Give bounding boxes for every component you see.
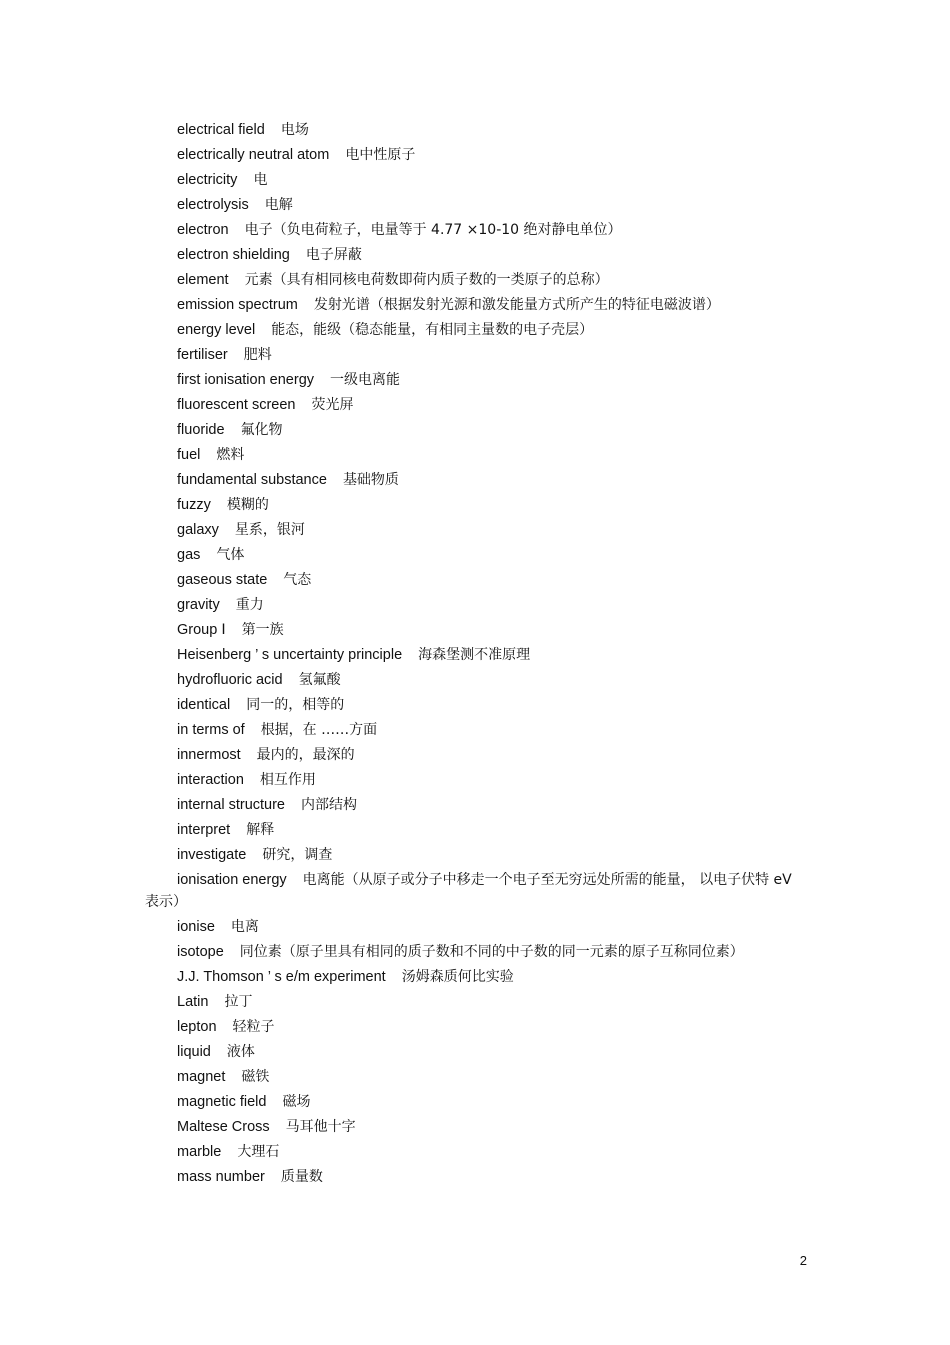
entry-definition: 最内的，最深的 (256, 747, 355, 763)
entry-term: gaseous state (177, 572, 268, 588)
glossary-entry (145, 569, 810, 591)
entry-term: investigate (177, 847, 247, 863)
glossary-entry (145, 916, 810, 938)
entry-definition: 海森堡测不准原理 (418, 647, 531, 663)
glossary-list (145, 119, 810, 1191)
entry-definition: 同位素（原子里具有相同的质子数和不同的中子数的同一元素的原子互称同位素） (239, 944, 744, 960)
entry-definition: 解释 (246, 822, 275, 838)
entry-definition: 元素（具有相同核电荷数即荷内质子数的一类原子的总称） (244, 272, 609, 288)
glossary-entry (145, 319, 810, 341)
glossary-entry (145, 719, 810, 741)
glossary-entry (145, 669, 810, 691)
entry-term: fuel (177, 447, 201, 463)
entry-definition: 电 (253, 172, 268, 188)
entry-term: interaction (177, 772, 244, 788)
glossary-entry (145, 294, 810, 316)
entry-term: galaxy (177, 522, 219, 538)
entry-definition: 氟化物 (240, 422, 283, 438)
glossary-entry (145, 194, 810, 216)
entry-definition: 氢氟酸 (298, 672, 341, 688)
entry-term: fundamental substance (177, 472, 327, 488)
glossary-entry (145, 694, 810, 716)
entry-definition: 基础物质 (342, 472, 399, 488)
entry-term: ionisation energy (177, 872, 287, 888)
entry-term: electron shielding (177, 247, 290, 263)
glossary-entry (145, 819, 810, 841)
entry-term: energy level (177, 322, 256, 338)
entry-definition: 根据，在 ……方面 (260, 722, 378, 738)
entry-term: gravity (177, 597, 220, 613)
glossary-entry (145, 1041, 810, 1063)
entry-definition: 电离 (230, 919, 259, 935)
entry-term: Latin (177, 994, 209, 1010)
entry-term: marble (177, 1144, 222, 1160)
entry-term: electron (177, 222, 229, 238)
entry-definition: 气态 (283, 572, 312, 588)
entry-term: fertiliser (177, 347, 228, 363)
glossary-entry (145, 169, 810, 191)
glossary-entry (145, 619, 810, 641)
entry-term: first ionisation energy (177, 372, 315, 388)
glossary-entry (145, 794, 810, 816)
entry-definition: 拉丁 (224, 994, 253, 1010)
glossary-entry (145, 1091, 810, 1113)
entry-definition: 一级电离能 (330, 372, 401, 388)
glossary-entry (145, 1141, 810, 1163)
glossary-entry (145, 1166, 810, 1188)
entry-definition: 磁场 (282, 1094, 311, 1110)
entry-definition: 气体 (216, 547, 245, 563)
entry-term: magnetic field (177, 1094, 267, 1110)
glossary-entry (145, 869, 810, 913)
entry-term: fluoride (177, 422, 225, 438)
entry-definition: 大理石 (237, 1144, 280, 1160)
entry-term: identical (177, 697, 231, 713)
glossary-entry (145, 991, 810, 1013)
entry-definition: 轻粒子 (232, 1019, 275, 1035)
entry-term: Heisenberg ’ s uncertainty principle (177, 647, 403, 663)
entry-term: ionise (177, 919, 215, 935)
glossary-entry (145, 941, 810, 963)
entry-definition: 能态，能级（稳态能量，有相同主量数的电子壳层） (271, 322, 594, 338)
glossary-entry (145, 269, 810, 291)
entry-definition: 肥料 (243, 347, 272, 363)
glossary-entry (145, 144, 810, 166)
entry-term: liquid (177, 1044, 211, 1060)
glossary-entry (145, 1016, 810, 1038)
entry-definition: 电子（负电荷粒子，电量等于 4.77 ×10-10 绝对静电单位） (244, 222, 622, 238)
glossary-entry (145, 369, 810, 391)
entry-definition: 第一族 (241, 622, 284, 638)
entry-term: interpret (177, 822, 231, 838)
entry-term: hydrofluoric acid (177, 672, 283, 688)
entry-definition: 研究，调查 (262, 847, 333, 863)
entry-term: J.J. Thomson ’ s e/m experiment (177, 969, 386, 985)
entry-definition: 电子屏蔽 (305, 247, 362, 263)
glossary-entry (145, 744, 810, 766)
entry-term: innermost (177, 747, 241, 763)
entry-definition: 重力 (235, 597, 264, 613)
entry-term: gas (177, 547, 201, 563)
glossary-entry (145, 394, 810, 416)
glossary-entry (145, 594, 810, 616)
entry-definition: 电离能（从原子或分子中移走一个电子至无穷远处所需的能量， 以电子伏特 eV 表示） (145, 872, 792, 910)
entry-term: element (177, 272, 229, 288)
glossary-entry (145, 1116, 810, 1138)
glossary-entry (145, 219, 810, 241)
glossary-entry (145, 469, 810, 491)
glossary-entry (145, 769, 810, 791)
entry-term: isotope (177, 944, 224, 960)
entry-definition: 模糊的 (226, 497, 269, 513)
glossary-entry (145, 244, 810, 266)
entry-definition: 液体 (226, 1044, 255, 1060)
entry-definition: 同一的，相等的 (246, 697, 345, 713)
entry-definition: 星系，银河 (234, 522, 305, 538)
entry-term: electrical field (177, 122, 265, 138)
glossary-entry (145, 644, 810, 666)
glossary-entry (145, 519, 810, 541)
glossary-entry (145, 119, 810, 141)
entry-term: electrically neutral atom (177, 147, 330, 163)
entry-term: fluorescent screen (177, 397, 296, 413)
glossary-entry (145, 1066, 810, 1088)
glossary-entry (145, 544, 810, 566)
entry-term: magnet (177, 1069, 226, 1085)
entry-term: Maltese Cross (177, 1119, 270, 1135)
entry-definition: 电场 (280, 122, 309, 138)
entry-term: lepton (177, 1019, 217, 1035)
entry-definition: 内部结构 (301, 797, 357, 813)
entry-definition: 相互作用 (259, 772, 316, 788)
entry-definition: 汤姆森质何比实验 (401, 969, 514, 985)
entry-definition: 马耳他十字 (285, 1119, 356, 1135)
entry-term: electrolysis (177, 197, 249, 213)
entry-term: mass number (177, 1169, 265, 1185)
entry-definition: 发射光谱（根据发射光源和激发能量方式所产生的特征电磁波谱） (313, 297, 720, 313)
entry-term: in terms of (177, 722, 245, 738)
entry-definition: 电解 (264, 197, 293, 213)
glossary-entry (145, 494, 810, 516)
entry-term: electricity (177, 172, 238, 188)
entry-term: Group Ⅰ (177, 622, 226, 638)
entry-definition: 燃料 (216, 447, 245, 463)
entry-definition: 质量数 (280, 1169, 323, 1185)
entry-definition: 磁铁 (241, 1069, 270, 1085)
glossary-entry (145, 844, 810, 866)
entry-definition: 荧光屏 (311, 397, 354, 413)
glossary-entry (145, 966, 810, 988)
entry-term: emission spectrum (177, 297, 298, 313)
page-number: 2 (799, 1253, 807, 1268)
entry-term: fuzzy (177, 497, 211, 513)
glossary-entry (145, 344, 810, 366)
glossary-entry (145, 444, 810, 466)
entry-term: internal structure (177, 797, 285, 813)
glossary-entry (145, 419, 810, 441)
entry-definition: 电中性原子 (345, 147, 416, 163)
